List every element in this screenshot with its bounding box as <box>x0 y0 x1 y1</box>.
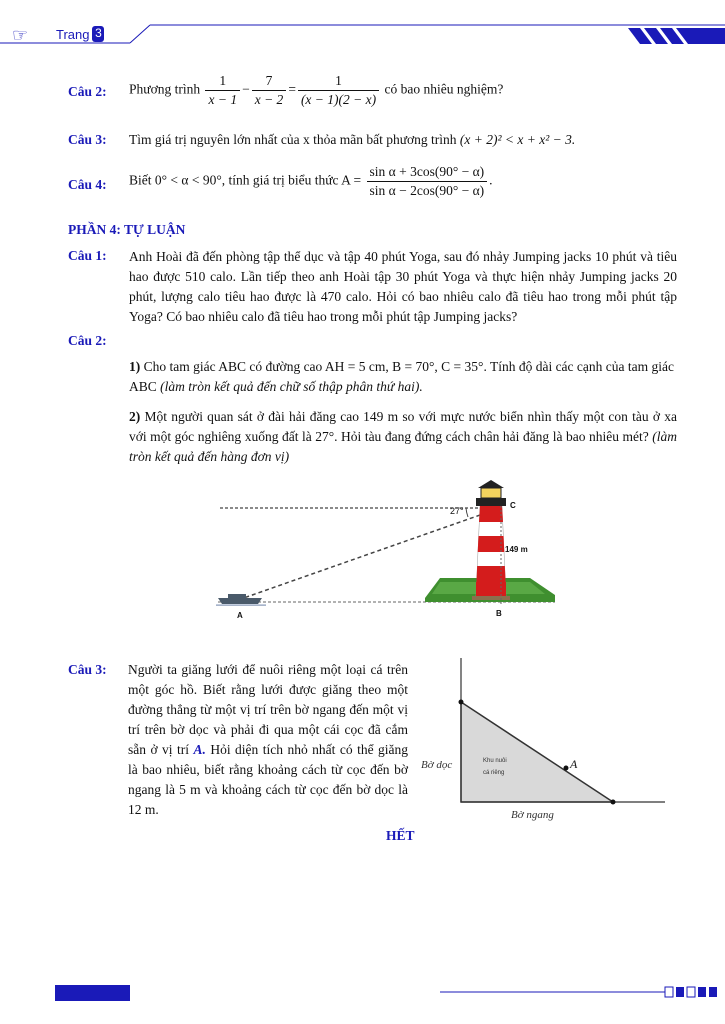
point-C-label: C <box>510 501 516 510</box>
q3-text: Tìm giá trị nguyên lớn nhất của x thỏa mãn bất phương trình <box>129 132 457 147</box>
tl2-p2-note: (làm tròn kết quả đến hàng đơn vị) <box>129 429 678 464</box>
bo-ngang-label: Bờ ngang <box>511 809 554 821</box>
header-decoration <box>0 0 725 50</box>
footer-decoration <box>440 984 725 1004</box>
angle-label: 27° <box>450 506 464 516</box>
pond-figure <box>415 650 670 830</box>
tl3-label: Câu 3: <box>68 662 107 677</box>
q3-label: Câu 3: <box>68 132 107 147</box>
tl3-text <box>128 660 408 820</box>
page-header <box>0 0 725 50</box>
q2-label: Câu 2: <box>68 84 107 99</box>
q2-tail: có bao nhiêu nghiệm? <box>384 81 504 97</box>
q3-math: (x + 2)² < x + x² − 3. <box>459 132 576 147</box>
height-label: 149 m <box>505 545 528 554</box>
q2-equals: = <box>288 81 296 97</box>
q2-frac1: $\frac{1}{x - 1}$ <box>205 72 240 109</box>
fishing-area <box>461 702 613 802</box>
q2-frac3: $\frac{1}{(x - 1)(2 - x)}$ <box>298 72 379 109</box>
area-label-line2: cá riêng <box>483 770 505 776</box>
point-B-label: B <box>496 609 502 618</box>
tl3-text-b: Hỏi diện tích nhỏ nhất có thể giăng là bao nhiêu, biết rằng khoảng cách từ cọc đến bờ ngang là 5 m và khoảng cách từ cọc đến bờ dọc là 12 m. <box>128 742 409 817</box>
footer-bar <box>55 985 130 1001</box>
tl2-p1-text: Cho tam giác ABC có đường cao AH = 5 cm, B = 70°, C = 35°. Tính độ dài các cạnh của tam giác ABC <box>129 359 674 394</box>
tl3-point: A. <box>193 742 206 757</box>
tl1-label: Câu 1: <box>68 248 107 263</box>
q3-body <box>129 130 575 150</box>
tl2-p2-text: Một người quan sát ở đài hải đăng cao 149 m so với mực nước biển nhìn thấy một con tàu ở xa với một góc nghiêng xuống đất là 27°. Hỏi tàu đang đứng cách chân hải đăng là bao nhiêu mét? <box>129 409 678 444</box>
tl3-text-a: Người ta giăng lưới để nuôi riêng một loại cá trên một góc hồ. Biết rằng lưới được giăng theo một đường thẳng từ một vị trí trên bờ ngang đến một vị trí trên bờ dọc và phải đi qua một cái cọc đã cắm sẵn ở vị trí <box>128 662 408 757</box>
point-A-label-2: A <box>570 757 578 771</box>
tl2-part2 <box>129 407 677 467</box>
q4-text: Biết 0° < α < 90°, tính giá trị biểu thức A = <box>129 172 362 188</box>
q2-frac2: $\frac{7}{x - 2}$ <box>252 72 287 109</box>
page-word: Trang <box>56 27 90 42</box>
tl2-label: Câu 2: <box>68 333 107 348</box>
q2-lead: Phương trình <box>129 81 201 97</box>
ship <box>218 594 262 604</box>
page-number: 3 <box>95 26 102 40</box>
q2-minus: − <box>242 81 250 97</box>
lighthouse-tower <box>472 480 510 600</box>
q4-label: Câu 4: <box>68 177 107 192</box>
area-label-line1: Khu nuôi <box>483 758 507 764</box>
tl2-p1-num: 1) <box>129 359 141 374</box>
tl2-p1-note: (làm tròn kết quả đến chữ số thập phân thứ hai). <box>160 379 423 394</box>
tl1-text: Anh Hoài đã đến phòng tập thể dục và tập 40 phút Yoga, sau đó nhảy Jumping jacks 10 phút và tiêu hao được 510 calo. Lần tiếp theo anh Hoài tập 30 phút Yoga và thực hiện nhảy Jumping jacks 20 phút, lượng calo tiêu hao được là 470 calo. Hỏi có bao nhiêu calo đã tiêu hao trong mỗi phút tập Yoga? Có bao nhiêu calo đã tiêu hao trong mỗi phút tập Jumping jacks? <box>129 249 677 324</box>
q4-end: . <box>489 172 493 188</box>
tl2-part1 <box>129 357 677 397</box>
lighthouse-figure <box>200 470 560 620</box>
q4-body <box>129 163 493 200</box>
bo-doc-label: Bờ dọc <box>421 759 453 771</box>
tl2-p2-num: 2) <box>129 409 141 424</box>
point-A-label: A <box>237 611 243 620</box>
end-text: HẾT <box>386 828 415 843</box>
part4-title: PHẦN 4: TỰ LUẬN <box>68 222 186 237</box>
q2-body <box>129 72 503 109</box>
q4-frac: $\frac{\text{sin α + 3cos(90° − α)}}{\text{sin α − 2cos(90° − α)}}$ <box>367 163 488 200</box>
pointing-hand-icon: ☞ <box>12 25 29 46</box>
